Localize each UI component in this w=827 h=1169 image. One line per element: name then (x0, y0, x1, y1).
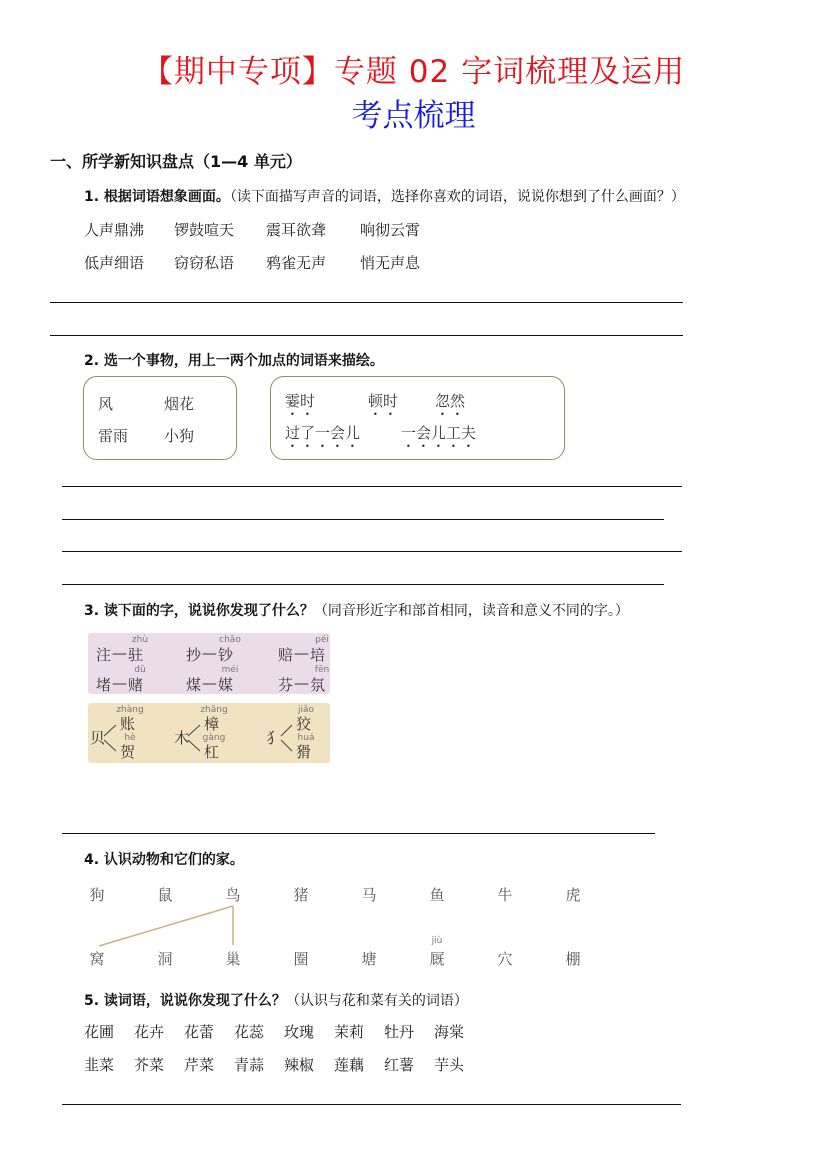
word-item: 花圃 (84, 1023, 115, 1041)
word-item: 韭菜 (84, 1056, 115, 1074)
page-subtitle: 考点梳理 (351, 98, 476, 134)
pair-dash: — (202, 644, 217, 662)
word-item: 人声鼎沸 (84, 221, 145, 239)
animal-item: 虎 (565, 886, 581, 904)
pair-dash: — (294, 674, 309, 692)
home-item: 穴 (497, 950, 513, 968)
radical: 木 (174, 729, 190, 747)
pinyin-label: hè (124, 733, 136, 743)
animal-item: 猪 (293, 886, 309, 904)
thing-item: 小狗 (164, 427, 195, 445)
dotted-word: 霎时 (285, 392, 316, 410)
question-2-label: 2. 选一个事物，用上一两个加点的词语来描绘。 (84, 353, 384, 369)
word-item: 芹菜 (184, 1056, 215, 1074)
pinyin-label: zhāng (200, 705, 228, 715)
question-1-note: （读下面描写声音的词语，选择你喜欢的词语，说说你想到了什么画面？） (229, 189, 685, 205)
char-a: 赔 (278, 646, 294, 664)
question-5-note: （认识与花和菜有关的词语） (285, 993, 468, 1009)
char-top: 狡 (296, 715, 312, 733)
char-b: 氛 (310, 676, 326, 694)
question-1-label: 1. 根据词语想象画面。 (84, 189, 230, 205)
pinyin-label: dǔ (134, 665, 146, 675)
word-item: 窃窃私语 (174, 254, 235, 272)
animal-item: 马 (361, 886, 377, 904)
word-item: 茉莉 (334, 1023, 365, 1041)
q5-vegetable-row (84, 1054, 484, 1075)
word-item: 红薯 (384, 1056, 415, 1074)
pair-dash: — (202, 674, 217, 692)
thing-item: 雷雨 (98, 427, 129, 445)
dotted-word: 过了一会儿 (285, 424, 361, 442)
char-b: 媒 (218, 676, 234, 694)
word-item: 花蕾 (184, 1023, 215, 1041)
char-a: 注 (96, 646, 112, 664)
word-item: 震耳欲聋 (266, 221, 327, 239)
char-top: 账 (120, 715, 136, 733)
word-item: 花卉 (134, 1023, 165, 1041)
dotted-word: 忽然 (435, 392, 466, 410)
question-4-label: 4. 认识动物和它们的家。 (84, 852, 244, 868)
word-item: 青蒜 (234, 1056, 265, 1074)
thing-item: 烟花 (164, 395, 195, 413)
animal-item: 牛 (497, 886, 513, 904)
question-3-note: （同音形近字和部首相同，读音和意义不同的字。） (313, 603, 629, 619)
pinyin-label: jiù (431, 936, 443, 946)
char-b: 驻 (128, 646, 144, 664)
word-item: 鸦雀无声 (266, 254, 327, 272)
pinyin-label: chāo (219, 635, 241, 645)
word-item: 芋头 (434, 1056, 465, 1074)
char-b: 赌 (128, 676, 144, 694)
pair-dash: — (112, 644, 127, 662)
home-item: 厩 (429, 950, 445, 968)
word-item: 锣鼓喧天 (174, 221, 235, 239)
home-item: 圈 (293, 950, 309, 968)
page-title: 【期中专项】专题 02 字词梳理及运用 (141, 54, 686, 90)
char-b: 培 (310, 646, 326, 664)
word-item: 牡丹 (384, 1023, 415, 1041)
home-item: 洞 (157, 950, 173, 968)
word-item: 悄无声息 (360, 254, 421, 272)
pinyin-label: fēn (314, 665, 330, 675)
word-item: 辣椒 (284, 1056, 315, 1074)
word-item: 花蕊 (234, 1023, 265, 1041)
word-item: 玫瑰 (284, 1023, 315, 1041)
word-item: 海棠 (434, 1023, 465, 1041)
pinyin-label: jiǎo (297, 705, 315, 715)
home-item: 塘 (361, 950, 377, 968)
question-5 (84, 990, 468, 1010)
char-bottom: 贺 (120, 743, 136, 761)
home-item: 巢 (225, 950, 241, 968)
animal-item: 鱼 (429, 886, 445, 904)
word-item: 响彻云霄 (360, 221, 421, 239)
word-item: 莲藕 (334, 1056, 365, 1074)
char-b: 钞 (218, 646, 234, 664)
char-bottom: 猾 (296, 743, 312, 761)
dotted-word: 顿时 (368, 392, 399, 410)
char-bottom: 杠 (204, 743, 220, 761)
animal-item: 鼠 (157, 886, 173, 904)
answer-line[interactable] (62, 1104, 681, 1105)
pinyin-label: zhù (131, 635, 149, 645)
question-5-label: 5. 读词语，说说你发现了什么？ (84, 993, 286, 1009)
animal-item: 狗 (89, 886, 105, 904)
word-item: 低声细语 (84, 254, 145, 272)
home-item: 棚 (565, 950, 581, 968)
radical: 犭 (266, 729, 282, 747)
char-a: 煤 (186, 676, 202, 694)
pinyin-label: huá (297, 733, 315, 743)
word-item: 芥菜 (134, 1056, 165, 1074)
radical: 贝 (90, 729, 106, 747)
pinyin-label: zhàng (116, 705, 144, 715)
section-heading: 一、所学新知识盘点（1—4 单元） (50, 152, 302, 171)
animal-item: 鸟 (225, 886, 241, 904)
q5-flower-row (84, 1021, 484, 1042)
dotted-word: 一会儿工夫 (401, 424, 477, 442)
pinyin-label: gàng (202, 733, 226, 743)
question-3-label: 3. 读下面的字，说说你发现了什么？ (84, 603, 314, 619)
home-item: 窝 (89, 950, 105, 968)
char-a: 堵 (96, 676, 112, 694)
thing-item: 风 (98, 395, 114, 413)
pinyin-label: péi (315, 635, 329, 645)
char-top: 樟 (204, 715, 220, 733)
pair-dash: — (112, 674, 127, 692)
char-a: 芬 (278, 676, 294, 694)
pinyin-label: méi (221, 665, 239, 675)
pair-dash: — (294, 644, 309, 662)
char-a: 抄 (186, 646, 202, 664)
connector-bird-nest-wo (99, 906, 233, 946)
